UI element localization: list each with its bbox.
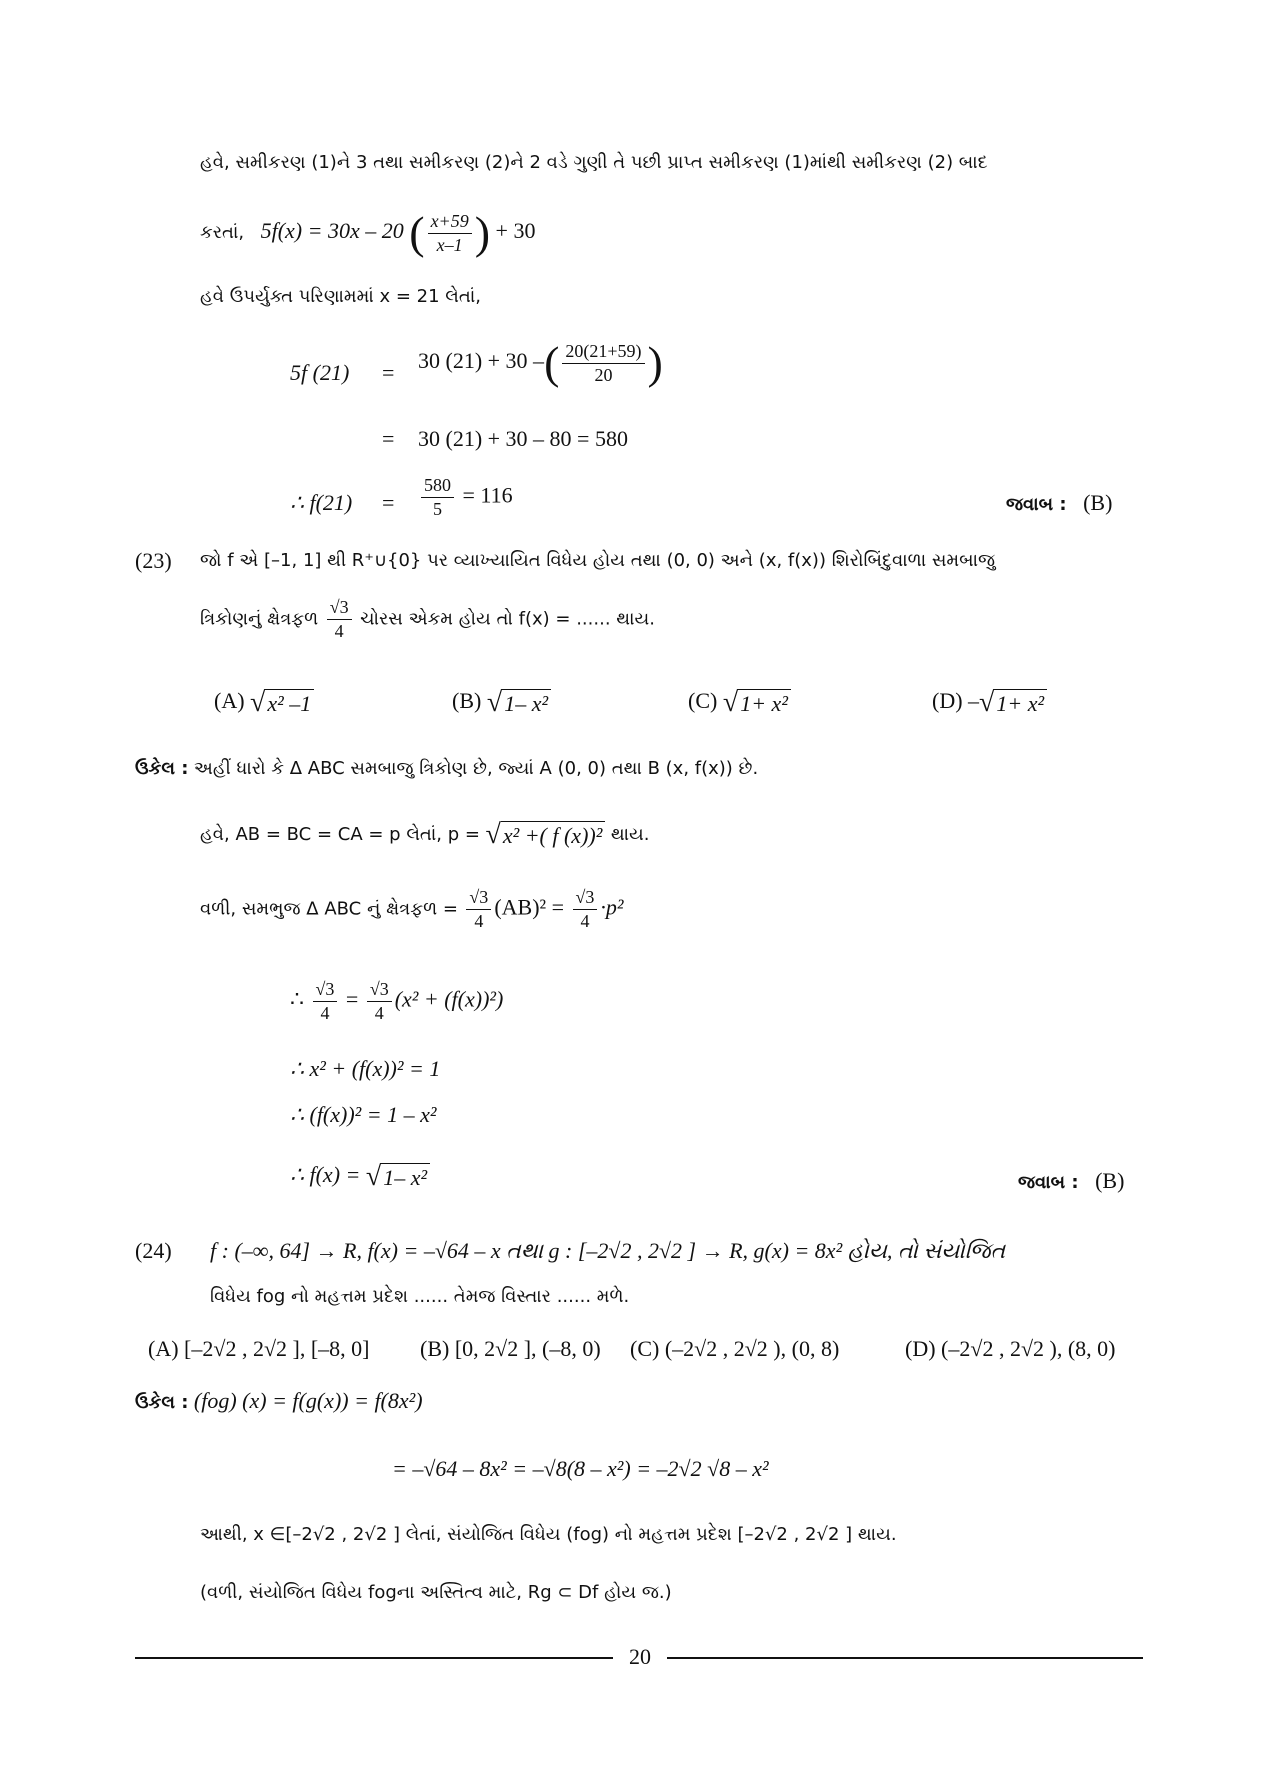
right-paren: ) [647,337,663,388]
fraction-numerator: √3 [313,980,338,1002]
q23-option-d [932,686,1047,717]
sol23-line-6-pre: ∴ f(x) = [290,1162,361,1187]
radicand: 1+ x² [738,689,791,717]
fraction-numerator: √3 [466,888,491,910]
q24-option-d: (D) (–2√2 , 2√2 ), (8, 0) [905,1336,1116,1361]
solution-24-line-1 [135,1386,423,1418]
fraction-numerator: 20(21+59) [562,342,644,364]
q23-option-c [688,686,791,717]
fraction-denominator: 20 [594,364,613,385]
option-label: (C) [688,688,718,713]
fraction-numerator: √3 [327,598,352,620]
sol23-line-3-post: (x² + (f(x))²) [394,986,504,1012]
fraction-denominator: 4 [580,910,590,931]
option-label: (D) [932,688,963,713]
radicand: 1+ x² [994,689,1047,717]
intro-line-2 [200,207,536,258]
fraction-denominator: 4 [320,1002,330,1023]
calc2-rhs: 30 (21) + 30 – 80 = 580 [418,426,628,451]
fraction-numerator: x+59 [428,212,472,234]
page-number: 20 [629,1644,651,1669]
sol23-line-1-post: થાય. [610,824,650,845]
sol23-line-1-pre: હવે, AB = BC = CA = p લેતાં, p = [200,824,480,845]
solution-24-line-2: = –√64 – 8x² = –√8(8 – x²) = –2√2 √8 – x² [392,1456,769,1481]
left-paren: ( [544,337,560,388]
fraction-denominator: x–1 [436,234,463,255]
equals-sign: = [345,986,359,1012]
option-sign: – [968,688,980,713]
sol23-line-2 [200,888,624,931]
solution-24-line-3: આથી, x ∈[–2√2 , 2√2 ] લેતાં, સંયોજિત વિધેય (fog) નો મહત્તમ પ્રદેશ [–2√2 , 2√2 ] થાય. [200,1524,897,1545]
answer-value: (B) [1083,490,1113,515]
radicand: 1– x² [381,1163,430,1191]
calc1-lhs: 5f (21) [290,360,350,385]
sol23-line-5: ∴ (f(x))² = 1 – x² [290,1102,437,1127]
question-number-24: (24) [135,1238,172,1263]
solution-label: ઉકેલ : [135,1392,189,1413]
option-label: (B) [452,688,482,713]
intro-line-2-tail: + 30 [495,218,536,244]
sqrt: √ 1– x² [366,1163,430,1191]
therefore-symbol: ∴ [290,986,304,1012]
sqrt: √ 1– x² [487,689,551,717]
fraction-numerator: 580 [421,476,454,498]
sol23-line-1 [200,818,650,850]
intro-line-2-prefix: કરતાં, [200,222,245,244]
sol23-line-2-post: ·p² [600,894,624,920]
solution-label: ઉકેલ : [135,758,189,779]
sqrt: √ 1+ x² [979,689,1047,717]
fraction-denominator: 4 [474,910,484,931]
question-number-23: (23) [135,548,172,573]
fraction [573,888,598,931]
sol23-line-3 [290,980,503,1023]
q24-line-1: f : (–∞, 64] → R, f(x) = –√64 – x તથા g : [–2√2 , 2√2 ] → R, g(x) = 8x² હોય, તો સંયોજિત [210,1238,1006,1263]
q23-line-1: જો f એ [–1, 1] થી R⁺∪{0} પર વ્યાખ્યાયિત વિધેય હોય તથા (0, 0) અને (x, f(x)) શિરોબિંદુવાળા સમબાજુ [200,550,996,571]
sqrt: √ x² +( f (x))² [485,821,605,849]
sol23-line-4: ∴ x² + (f(x))² = 1 [290,1056,441,1081]
sqrt: √ 1+ x² [723,689,791,717]
q23-line-2-pre: ત્રિકોણનું ક્ષેત્રફળ [200,608,319,630]
right-paren: ) [474,207,491,258]
q24-option-b: (B) [0, 2√2 ], (–8, 0) [420,1336,601,1361]
calc3-eq: = [382,490,395,515]
answer-value: (B) [1095,1168,1125,1193]
q23-line-2 [200,598,655,641]
calc2-eq: = [382,426,395,451]
solution-24-line-1-text: (fog) (x) = f(g(x)) = f(8x²) [193,1388,423,1413]
calc1-rhs [418,337,663,388]
fraction-denominator: 4 [374,1002,384,1023]
fraction-denominator: 4 [334,620,344,641]
fraction [313,980,338,1023]
fraction [367,980,392,1023]
fraction-numerator: √3 [573,888,598,910]
intro-line-1: હવે, સમીકરણ (1)ને 3 તથા સમીકરણ (2)ને 2 વડે ગુણી તે પછી પ્રાપ્ત સમીકરણ (1)માંથી સમીકરણ (2) બાદ [200,152,988,173]
answer-label: જવાબ : [1018,1172,1079,1193]
radicand: 1– x² [502,689,551,717]
option-label: (A) [214,688,245,713]
answer-2 [1018,1166,1124,1198]
solution-23-intro [135,752,758,784]
intro-line-2-lhs: 5f(x) = 30x – 20 [260,218,404,244]
intro-line-3: હવે ઉપર્યુક્ત પરિણામમાં x = 21 લેતાં, [200,286,481,307]
calc1-eq: = [382,360,395,385]
q24-option-a: (A) [–2√2 , 2√2 ], [–8, 0] [148,1336,370,1361]
answer-label: જવાબ : [1006,494,1067,515]
fraction [428,212,472,255]
fraction [421,476,454,519]
calc3-rhs [418,476,513,519]
calc3-result: = 116 [462,482,513,508]
q23-option-a [214,686,314,717]
sol23-line-2-mid: (AB)² = [494,894,565,920]
solution-24-line-4: (વળી, સંયોજિત વિધેય fogના અસ્તિત્વ માટે, Rg ⊂ Df હોય જ.) [200,1582,672,1603]
q24-line-2: વિધેય fog નો મહત્તમ પ્રદેશ ...... તેમજ વિસ્તાર ...... મળે. [210,1286,630,1307]
q23-option-b [452,686,551,717]
fraction-numerator: √3 [367,980,392,1002]
sol23-line-2-pre: વળી, સમભુજ Δ ABC નું ક્ષેત્રફળ = [200,898,458,920]
calc3-lhs: ∴ f(21) [290,490,353,515]
sol23-line-6 [290,1160,430,1191]
q23-line-2-post: ચોરસ એકમ હોય તો f(x) = ...... થાય. [360,608,655,630]
footer-rule-right [667,1657,1143,1659]
answer-1 [1006,488,1112,520]
radicand: x² +( f (x))² [501,821,605,849]
sqrt: √ x² –1 [250,689,314,717]
solution-intro-text: અહીં ધારો કે Δ ABC સમબાજુ ત્રિકોણ છે, જ્યાં A (0, 0) તથા B (x, f(x)) છે. [193,758,759,779]
fraction [466,888,491,931]
radicand: x² –1 [265,689,314,717]
fraction [327,598,352,641]
footer-rule-left [135,1657,613,1659]
left-paren: ( [409,207,425,258]
q24-option-c: (C) (–2√2 , 2√2 ), (0, 8) [630,1336,840,1361]
fraction [562,342,644,385]
fraction-denominator: 5 [433,498,442,519]
calc1-rhs-text: 30 (21) + 30 – [418,348,545,374]
